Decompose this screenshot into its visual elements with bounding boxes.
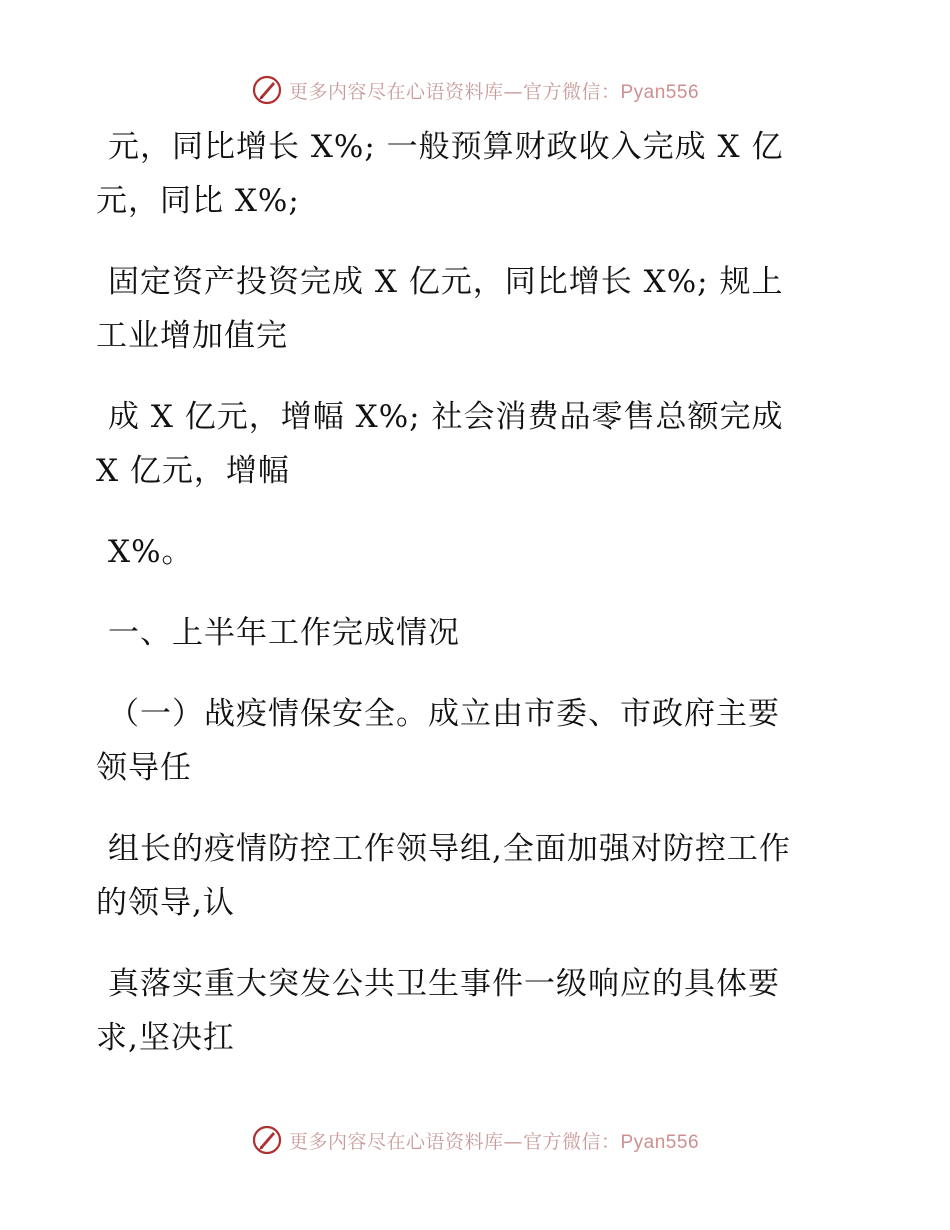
- paragraph-line: X%。: [108, 534, 194, 570]
- paragraph-line: 元，同比 X%;: [96, 183, 300, 219]
- paragraph-1: [96, 120, 836, 228]
- paragraph-2: [96, 255, 836, 363]
- paragraph-line: 元，同比增长 X%; 一般预算财政收入完成 X 亿: [108, 129, 784, 165]
- paragraph-7: [96, 822, 836, 930]
- paragraph-6: [96, 687, 836, 795]
- paragraph-3: [96, 390, 836, 498]
- header-watermark: [0, 70, 950, 110]
- watermark-text: 更多内容尽在心语资料库—官方微信：Pyan556: [288, 80, 700, 103]
- paragraph-8: [96, 957, 836, 1065]
- paragraph-line: （一）战疫情保安全。成立由市委、市政府主要: [108, 696, 780, 732]
- quill-logo-icon: [251, 1124, 283, 1156]
- watermark-text: 更多内容尽在心语资料库—官方微信：Pyan556: [288, 1130, 700, 1153]
- paragraph-line: 固定资产投资完成 X 亿元，同比增长 X%; 规上: [108, 264, 784, 300]
- heading-line: 一、上半年工作完成情况: [108, 615, 460, 651]
- document-body: [96, 120, 836, 1092]
- section-heading: [96, 606, 836, 660]
- paragraph-line: 领导任: [96, 750, 192, 786]
- paragraph-line: 成 X 亿元，增幅 X%; 社会消费品零售总额完成: [108, 399, 784, 435]
- paragraph-line: 组长的疫情防控工作领导组,全面加强对防控工作: [108, 831, 791, 867]
- quill-logo-icon: [251, 74, 283, 106]
- paragraph-line: 工业增加值完: [96, 318, 288, 354]
- paragraph-line: 求,坚决扛: [96, 1020, 235, 1056]
- paragraph-line: X 亿元，增幅: [96, 453, 290, 489]
- footer-watermark: [0, 1120, 950, 1160]
- paragraph-4: [96, 525, 836, 579]
- paragraph-line: 真落实重大突发公共卫生事件一级响应的具体要: [108, 966, 780, 1002]
- paragraph-line: 的领导,认: [96, 885, 235, 921]
